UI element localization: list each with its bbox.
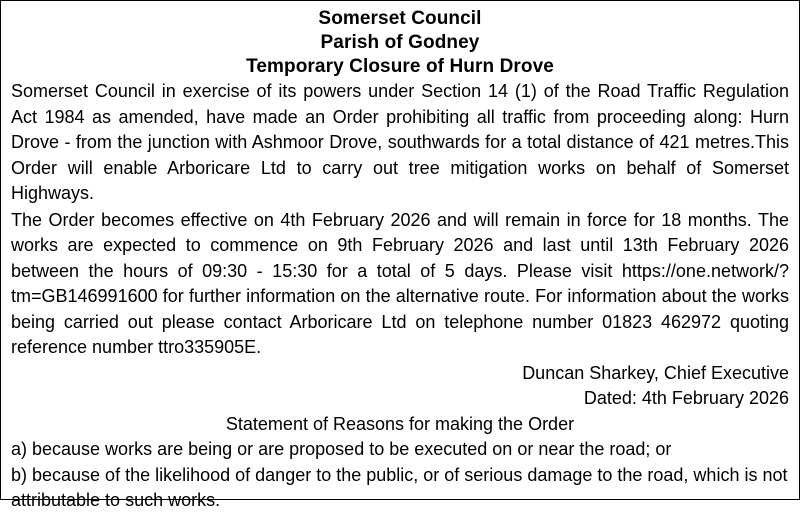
statement-of-reasons-title: Statement of Reasons for making the Order: [225, 413, 575, 434]
notice-paragraph-order-details: Somerset Council in exercise of its powers under Section 14 (1) of the Road Traffic Regulation Act 1984 as amended, have made an Order prohibiting all traffic from proceeding along: Hurn Drove - from the junction with Ashmoor Drove, southwards for a total distance of 421 metres.This Order will enable Arboricare Ltd to carry out tree mitigation works on behalf of Somerset Highways.: [11, 81, 789, 203]
signatory-name: Duncan Sharkey, Chief Executive: [522, 362, 789, 383]
notice-heading-line-2: Parish of Godney: [320, 32, 480, 53]
notice-paragraph-effective-dates: The Order becomes effective on 4th February 2026 and will remain in force for 18 months. The works are expected to commence on 9th February 2026 and last until 13th February 2026 between the hours of 09:30 - 15:30 for a total of 5 days. Please visit https://one.network/?tm=GB146991600 for further information on the alternative route. For information about the works being carried out please contact Arboricare Ltd on telephone number 01823 462972 quoting reference number ttro335905E.: [11, 209, 789, 357]
statement-of-reasons-item-a: a) because works are being or are proposed to be executed on or near the road; or: [11, 439, 672, 459]
signatory-date: Dated: 4th February 2026: [583, 388, 789, 408]
notice-heading-line-3: Temporary Closure of Hurn Drove: [246, 56, 554, 77]
statement-of-reasons-item-b: b) because of the likelihood of danger to the public, or of serious damage to the road, which is not attributable to such works.: [11, 464, 788, 510]
notice-heading-line-1: Somerset Council: [318, 8, 482, 29]
